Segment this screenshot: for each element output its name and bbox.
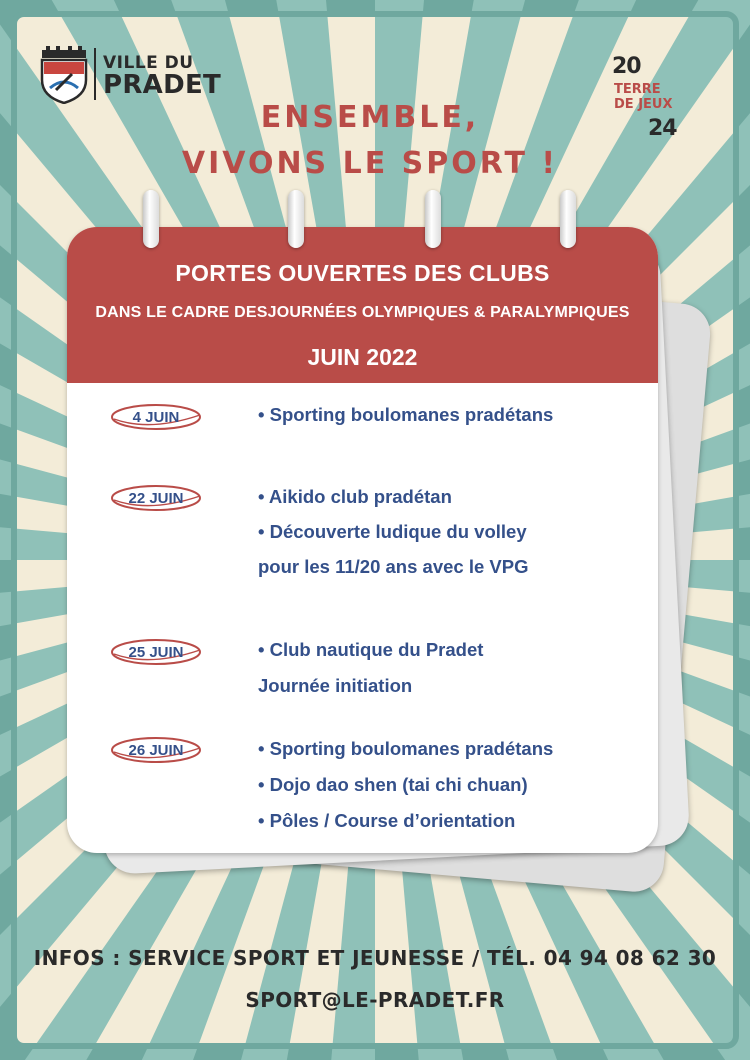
calendar-card: [67, 227, 658, 853]
tdj-year-top: 20: [612, 54, 641, 79]
calendar-title: PORTES OUVERTES DES CLUBS: [175, 260, 550, 286]
footer-email[interactable]: SPORT@LE-PRADET.FR: [245, 988, 505, 1012]
binder-ring: [560, 190, 576, 248]
tdj-de-jeux: DE JEUX: [614, 97, 673, 112]
event-line: pour les 11/20 ans avec le VPG: [258, 556, 529, 577]
headline: [120, 95, 620, 187]
event-line: • Aikido club pradétan: [258, 486, 452, 507]
event-line: • Découverte ludique du volley: [258, 521, 527, 542]
calendar-month: JUIN 2022: [307, 344, 418, 370]
city-crest-icon: [36, 44, 92, 104]
date-label: 25 JUIN: [128, 644, 184, 661]
date-badge-26-juin: [110, 736, 202, 764]
city-name-line1: VILLE DU: [103, 53, 194, 73]
event-line: • Dojo dao shen (tai chi chuan): [258, 774, 528, 795]
event-line: • Sporting boulomanes pradétans: [258, 404, 554, 425]
date-badge-25-juin: [110, 638, 202, 666]
date-badge-22-juin: [110, 484, 202, 512]
tdj-terre: TERRE: [614, 82, 661, 97]
binder-ring: [425, 190, 441, 248]
event-line: Journée initiation: [258, 675, 413, 696]
tdj-year-bottom: 24: [648, 116, 677, 141]
date-label: 22 JUIN: [128, 490, 184, 507]
city-name-line2: PRADET: [103, 70, 222, 100]
calendar-subtitle: DANS LE CADRE DESJOURNÉES OLYMPIQUES & PARALYMPIQUES: [95, 304, 630, 321]
terre-de-jeux-logo: [604, 54, 714, 144]
event-line: • Sporting boulomanes pradétans: [258, 738, 554, 759]
event-line: • Club nautique du Pradet: [258, 639, 484, 660]
binder-ring: [143, 190, 159, 248]
calendar-header: [67, 227, 658, 383]
date-badge-4-juin: [110, 403, 202, 431]
headline-line1: ENSEMBLE,: [260, 100, 480, 135]
binder-ring: [288, 190, 304, 248]
footer-info: INFOS : SERVICE SPORT ET JEUNESSE / TÉL. 04 94 08 62 30: [33, 946, 717, 970]
date-label: 26 JUIN: [128, 742, 184, 759]
headline-line2: VIVONS LE SPORT !: [181, 146, 559, 181]
event-line: • Pôles / Course d’orientation: [258, 810, 516, 831]
date-label: 4 JUIN: [132, 409, 180, 426]
